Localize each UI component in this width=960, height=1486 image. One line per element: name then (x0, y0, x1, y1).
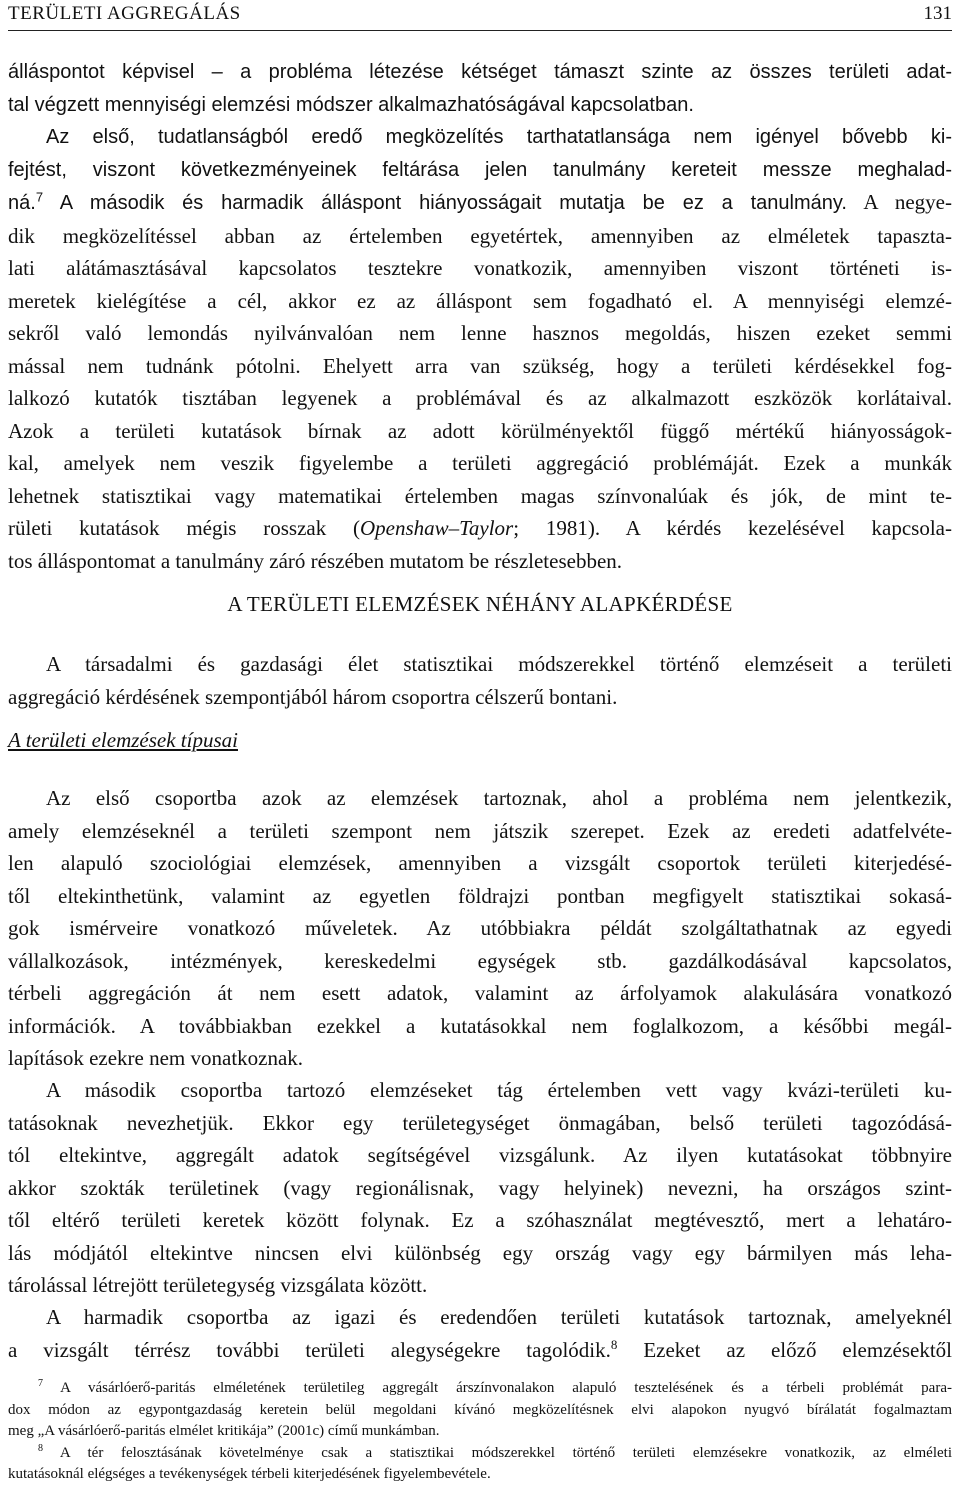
text-line: kal, amelyek nem veszik figyelembe a területi aggregáció problémáját. Ezek a munkák (8, 451, 952, 475)
text-run: rületi kutatások mégis rosszak ( (8, 516, 360, 540)
text-line: tól eltekintve, aggregált adatok segítségével vizsgálunk. Az ilyen kutatásokat többnyire (8, 1143, 952, 1167)
text-line: től eltérő területi keretek között folynak. Ez a szóhasználat megtévesztő, mert a lehatáro- (8, 1208, 952, 1232)
text-line: Azok a területi kutatások bírnak az adott körülményektől függő mértékű hiányosságok- (8, 418, 952, 443)
footnote-7 (8, 1378, 952, 1443)
text-run: A vásárlóerő-paritás elméletének területileg aggregált árszínvonalakon alapuló tesztelésének és a térbeli problémát para- (43, 1380, 952, 1396)
paragraph-1 (8, 56, 952, 220)
text-line: dik megközelítéssel abban az értelemben egyetértek, amennyiben az elméletek tapaszta- (8, 223, 952, 248)
text-line: vállalkozások, intézmények, kereskedelmi egységek stb. gazdálkodásával kapcsolatos, (8, 948, 952, 973)
text-line: akkor szokták területinek (vagy regionálisnak, vagy helyinek) nevezni, ha országos szint- (8, 1175, 952, 1200)
footnotes (8, 1378, 952, 1486)
footnote-8 (8, 1443, 952, 1486)
text-run: A második és harmadik álláspont hiányosságait mutatja be ez a tanulmány. (43, 192, 847, 214)
section-title: A TERÜLETI ELEMZÉSEK NÉHÁNY ALAPKÉRDÉSE (227, 592, 733, 616)
citation-authors: Openshaw–Taylor (359, 516, 514, 540)
intro-paragraph (8, 648, 952, 713)
text-line: lás módjától eltekintve nincsen elvi különbség egy ország vagy egy bármilyen más leha- (8, 1240, 952, 1265)
footnote-ref-8[interactable]: 8 (610, 1336, 618, 1352)
text-run: ; 1981). A kérdés kezelésével kapcsola- (513, 516, 952, 540)
subheading: A területi elemzések típusai (8, 728, 238, 752)
footnote-line: dox módon az egypontgazdaság keretein belül megoldani kívánó megközelítésnek elvi alapokon nyugvó bírálatát fogalmaztam (8, 1401, 952, 1418)
running-header (8, 0, 952, 31)
text-line: sekről való lemondás nyilvánvalóan nem lenne hasznos megoldás, hiszen ezeket semmi (8, 321, 952, 345)
text-line: Az első csoportba azok az elemzések tartoznak, ahol a probléma nem jelentkezik, (46, 786, 952, 810)
text-line: A társadalmi és gazdasági élet statisztikai módszerekkel történő elemzéseit a területi (46, 652, 952, 676)
text-line: mással nem tudnánk pótolni. Ehelyett arra van szükség, hogy a területi kérdésekkel fog- (8, 353, 952, 378)
text-line: amely elemzéseknél a területi szempont nem játszik szerepet. Ezek az eredeti adatfelvéte- (8, 818, 952, 843)
text-line (8, 512, 952, 545)
paragraph-3 (8, 782, 952, 1075)
footnote-number: 7 (38, 1378, 43, 1389)
page-number: 131 (923, 3, 952, 24)
text-line: tal végzett mennyiségi elemzési módszer alkalmazhatóságával kapcsolatban. (8, 93, 694, 116)
text-line: álláspontot képvisel – a probléma létezése kétséget támaszt szinte az összes területi adat- (8, 61, 952, 83)
footnote-line: meg „A vásárlóerő-paritás elmélet kritikája” (2001c) című munkámban. (8, 1423, 440, 1439)
text-line: lapítások ezekre nem vonatkoznak. (8, 1046, 304, 1070)
text-line: fejtést, viszont következményeinek feltárása jelen tanulmány kereteit messze meghalad- (8, 158, 952, 181)
footnote-line (8, 1378, 952, 1400)
text-line: meretek kielégítése a cél, akkor ez az álláspont sem fogadható el. A mennyiségi elemzé- (8, 288, 952, 313)
footnote-line: kutatásoknál elégséges a tevékenységek térbeli kiterjedésének figyelembevétele. (8, 1466, 491, 1482)
text-line: információk. A továbbiakban ezekkel a kutatásokkal nem foglalkozom, a későbbi megál- (8, 1013, 952, 1038)
text-line: tatásoknak nevezhetjük. Ekkor egy területegységet önmagában, belső területi tagozódásá- (8, 1110, 952, 1135)
text-line: lehetnek statisztikai vagy matematikai értelemben magas színvonalúak és jók, de mint te- (8, 483, 952, 508)
text-line (8, 1334, 952, 1367)
footnote-number: 8 (38, 1442, 43, 1454)
running-title: TERÜLETI AGGREGÁLÁS (8, 3, 241, 24)
text-line: től eltekinthetünk, valamint az egyetlen földrajzi pontban megfigyelt statisztikai sokasá- (8, 883, 952, 908)
paragraph-2 (8, 220, 952, 578)
text-line (8, 186, 952, 220)
paragraph-5 (8, 1301, 952, 1366)
text-line: lati alátámasztásával kapcsolatos tesztekre vonatkozik, amennyiben viszont történeti is- (8, 256, 952, 280)
text-run: Ezeket az előző elemzésektől (617, 1337, 953, 1362)
footnote-line (8, 1443, 952, 1465)
text-line: A harmadik csoportba az igazi és eredendően területi kutatások tartoznak, amelyeknél (46, 1305, 952, 1329)
text-line: tárolással létrejött területegység vizsgálata között. (8, 1273, 428, 1297)
text-line: tos álláspontomat a tanulmány záró részében mutatom be részletesebben. (8, 548, 623, 573)
text-line: lalkozó kutatók tisztában legyenek a problémával és az alkalmazott eszközök korlátaival. (8, 386, 952, 410)
text-run: A tér felosztásának követelménye csak a statisztikai módszerekkel történő területi elemzésekre vonatkozik, az elméleti (43, 1444, 952, 1461)
text-line: térbeli aggregáción át nem esett adatok, valamint az árfolyamok alakulására vonatkozó (8, 981, 952, 1005)
text-line: aggregáció kérdésének szempontjából három csoportra célszerű bontani. (8, 684, 618, 709)
page-body (8, 56, 953, 1362)
text-run: A negye- (846, 190, 952, 214)
text-line: len alapuló szociológiai elemzések, amennyiben a vizsgált csoportok területi kiterjedésé- (8, 851, 952, 875)
text-run: ná. (8, 192, 36, 214)
text-run: a vizsgált térrész további területi alegységekre tagolódik. (8, 1337, 611, 1362)
paragraph-4 (8, 1074, 952, 1302)
text-line: Az első, tudatlanságból eredő megközelítés tarthatatlansága nem igényel bővebb ki- (46, 126, 952, 148)
text-line: gok ismérveire vonatkozó műveletek. Az utóbbiakra példát szolgáltathatnak az egyedi (8, 916, 952, 940)
text-line: A második csoportba tartozó elemzéseket tág értelemben vett vagy kvázi-területi ku- (46, 1078, 952, 1102)
footnote-ref-7[interactable]: 7 (35, 189, 44, 205)
